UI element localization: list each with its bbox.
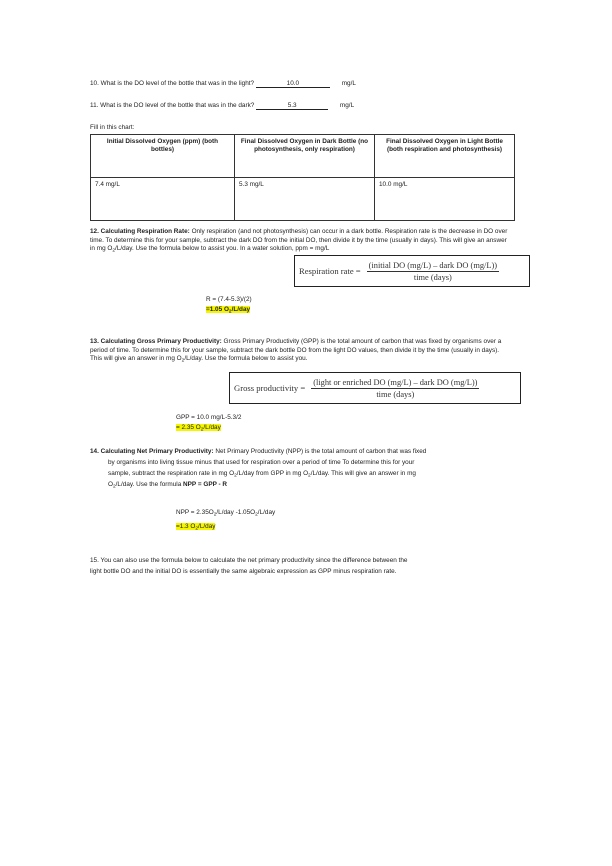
question-13-body-end: /L/day. Use the formula below to assist you. bbox=[184, 355, 308, 363]
question-15-line-2: light bottle DO and the initial DO is essentially the same algebraic expression as GPP minus respiration rate. bbox=[90, 568, 397, 575]
question-10-text: 10. What is the DO level of the bottle that was in the light? bbox=[90, 80, 255, 87]
npp-formula: NPP = GPP - R bbox=[183, 481, 228, 488]
respiration-work: R = (7.4-5.3)/(2) bbox=[206, 296, 252, 303]
npp-work-sub-2: 2 bbox=[255, 512, 258, 518]
npp-work-b: /L/day -1.05O bbox=[216, 509, 256, 516]
table-header-row bbox=[91, 135, 515, 178]
respiration-formula-name: Respiration rate = bbox=[299, 266, 361, 276]
npp-answer-value: =1.3 O bbox=[176, 523, 196, 530]
question-14-line-2: by organisms into living tissue minus that used for respiration over a period of time To determine this for your bbox=[108, 459, 415, 466]
table-header-light-bottle: Final Dissolved Oxygen in Light Bottle (both respiration and photosynthesis) bbox=[374, 135, 514, 178]
question-10-unit: mg/L bbox=[341, 80, 356, 87]
npp-answer-highlight bbox=[176, 523, 215, 530]
question-13-body-sub: 2 bbox=[181, 358, 185, 364]
question-12-body-sub: 2 bbox=[112, 248, 116, 254]
question-14-line-3c: /L/day. This will give an answer in mg bbox=[310, 470, 416, 477]
gross-formula-denominator: time (days) bbox=[376, 389, 415, 399]
question-14-line-3b: /L/day from GPP in mg O bbox=[236, 470, 309, 477]
npp-answer-sub: 2 bbox=[195, 526, 199, 532]
table-cell-dark-do: 5.3 mg/L bbox=[234, 178, 374, 221]
table-header-initial-do: Initial Dissolved Oxygen (ppm) (both bottles) bbox=[91, 135, 235, 178]
question-15-line-1: 15. You can also use the formula below to calculate the net primary productivity since the difference between the bbox=[90, 557, 408, 564]
question-14-line-1-text: Net Primary Productivity (NPP) is the total amount of carbon that was fixed bbox=[215, 448, 427, 455]
respiration-answer-highlight bbox=[206, 306, 250, 313]
question-12 bbox=[90, 228, 510, 254]
question-11-text: 11. What is the DO level of the bottle that was in the dark? bbox=[90, 102, 255, 109]
question-11 bbox=[90, 102, 354, 111]
question-14-line-4a: O bbox=[108, 481, 113, 488]
npp-answer-unit: /L/day bbox=[198, 523, 216, 530]
respiration-formula-numerator: (initial DO (mg/L) – dark DO (mg/L)) bbox=[368, 260, 498, 270]
table-header-dark-bottle: Final Dissolved Oxygen in Dark Bottle (no photosynthesis, only respiration) bbox=[234, 135, 374, 178]
gpp-work: GPP = 10.0 mg/L-5.3/2 bbox=[176, 414, 242, 421]
npp-work-a: NPP = 2.35O bbox=[176, 509, 214, 516]
question-14-sub-3: 2 bbox=[112, 484, 116, 490]
question-12-body-end: /L/day. Use the formula below to assist you. In a water solution, ppm = mg/L bbox=[115, 245, 330, 253]
question-14-line-3 bbox=[108, 470, 416, 479]
respiration-answer-value: =1.05 O bbox=[206, 306, 229, 313]
table-cell-light-do: 10.0 mg/L bbox=[374, 178, 514, 221]
question-12-body: Only respiration (and not photosynthesis) can occur in a dark bottle. Respiration rate is the decrease in DO over time. To determine this for your sample, subtract the dark DO from the initial DO, then divide it by the time (usually in days). This will give an answer in mg O bbox=[90, 228, 508, 253]
question-13-body: Gross Primary Productivity (GPP) is the total amount of carbon that was fixed by organisms over a period of time. To determine this for your sample, subtract the dark bottle DO from the light DO values, then divide it by the time (usually in days). This will give an answer in mg O bbox=[90, 338, 502, 363]
table-row bbox=[91, 178, 515, 221]
question-14-sub-2: 2 bbox=[308, 473, 311, 479]
npp-work-c: /L/day bbox=[257, 509, 276, 516]
npp-work bbox=[176, 509, 275, 518]
question-14-title: 14. Calculating Net Primary Productivity: bbox=[90, 448, 214, 455]
npp-work-sub-1: 2 bbox=[213, 512, 217, 518]
respiration-formula-denominator: time (days) bbox=[413, 272, 452, 282]
question-14-sub-1: 2 bbox=[234, 473, 237, 479]
respiration-answer-unit: /L/day bbox=[231, 306, 251, 313]
respiration-answer-sub: 2 bbox=[228, 309, 232, 315]
question-11-unit: mg/L bbox=[339, 102, 355, 109]
respiration-formula-fraction bbox=[367, 261, 499, 282]
gross-formula-numerator: (light or enriched DO (mg/L) – dark DO (mg/L)) bbox=[313, 377, 478, 387]
table-cell-initial-do: 7.4 mg/L bbox=[91, 178, 235, 221]
question-14-line-3a: sample, subtract the respiration rate in mg O bbox=[108, 470, 235, 477]
question-14-line-4 bbox=[108, 481, 227, 490]
question-13-title: 13. Calculating Gross Primary Productivity: bbox=[90, 338, 222, 345]
gross-formula-name: Gross productivity = bbox=[234, 383, 306, 393]
gpp-answer-unit: /L/day bbox=[203, 424, 221, 431]
question-12-title: 12. Calculating Respiration Rate: bbox=[90, 228, 190, 235]
gpp-answer-sub: 2 bbox=[200, 427, 204, 433]
question-10-answer: 10.0 bbox=[256, 80, 330, 88]
npp-answer bbox=[176, 523, 215, 532]
chart-intro: Fill in this chart: bbox=[90, 124, 135, 131]
gpp-answer-highlight bbox=[176, 424, 221, 431]
question-14-line-1 bbox=[90, 448, 426, 457]
question-11-answer: 5.3 bbox=[256, 102, 328, 110]
question-14-line-4b: /L/day. Use the formula bbox=[115, 481, 182, 488]
respiration-rate-formula bbox=[294, 255, 530, 287]
respiration-answer bbox=[206, 306, 250, 315]
gross-productivity-formula bbox=[229, 372, 521, 404]
question-10 bbox=[90, 80, 356, 89]
gross-formula-fraction bbox=[311, 378, 479, 399]
question-13 bbox=[90, 338, 510, 364]
gpp-answer-value: = 2.35 O bbox=[176, 424, 201, 431]
dissolved-oxygen-table bbox=[90, 134, 515, 221]
gpp-answer bbox=[176, 424, 221, 433]
